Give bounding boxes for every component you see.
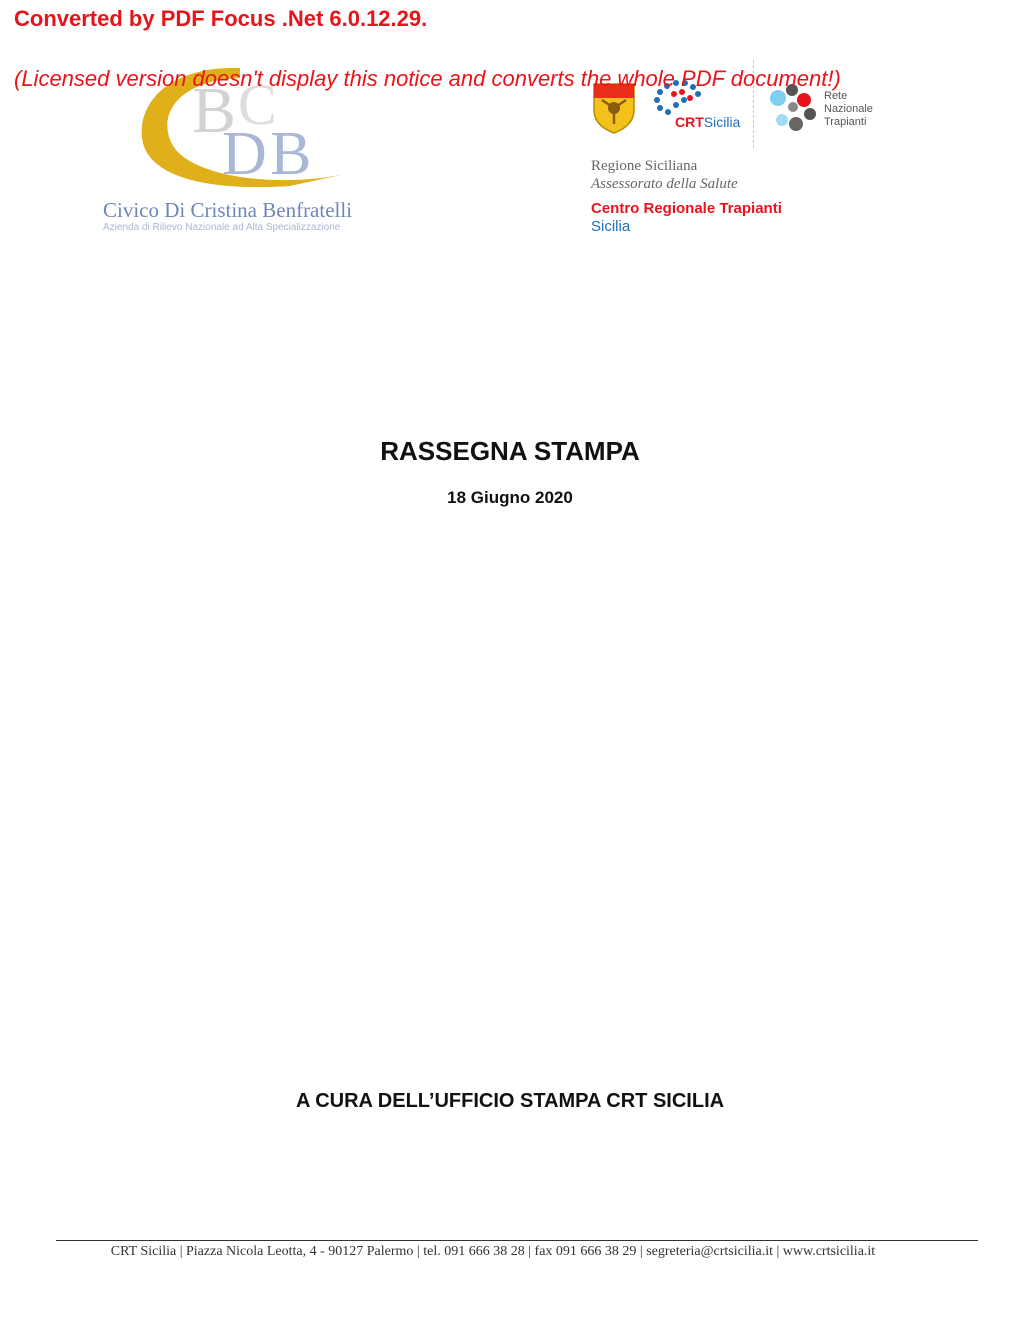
- rnt-line: Nazionale: [824, 103, 873, 115]
- svg-text:D: D: [222, 120, 267, 188]
- footer-contact: CRT Sicilia | Piazza Nicola Leotta, 4 - 90127 Palermo | tel. 091 666 38 28 | fax 091 666 38 29 | segreteria@crtsicilia.it | www.crtsicilia.it: [110, 1244, 876, 1259]
- conversion-notice: Converted by PDF Focus .Net 6.0.12.29.: [14, 6, 428, 31]
- document-curator: A CURA DELL’UFFICIO STAMPA CRT SICILIA: [295, 1090, 725, 1112]
- rnt-line: Rete: [824, 90, 848, 102]
- region-name: Regione Siciliana: [591, 158, 698, 174]
- crt-wordmark-red: CRT: [675, 114, 704, 130]
- region-department: Assessorato della Salute: [591, 176, 738, 192]
- rnt-line: Trapianti: [824, 116, 867, 128]
- svg-text:B: B: [270, 120, 312, 188]
- svg-text:C: C: [238, 72, 277, 137]
- civico-subtitle: Azienda di Rilievo Nazionale ad Alta Specializzazione: [103, 222, 341, 233]
- license-notice: (Licensed version doesn't display this notice and converts the whole PDF document!): [14, 66, 841, 91]
- civico-name: Civico Di Cristina Benfratelli: [103, 198, 353, 222]
- footer-divider: [56, 1240, 978, 1241]
- crt-wordmark-blue: Sicilia: [703, 114, 741, 130]
- document-title: RASSEGNA STAMPA: [380, 436, 640, 466]
- document-date: 18 Giugno 2020: [447, 488, 573, 507]
- rete-trapianti-text: [824, 90, 873, 129]
- centre-name: Centro Regionale Trapianti: [591, 200, 782, 217]
- svg-text:B: B: [192, 74, 237, 147]
- centre-region: Sicilia: [591, 218, 631, 235]
- crt-sicilia-wordmark: [675, 114, 740, 130]
